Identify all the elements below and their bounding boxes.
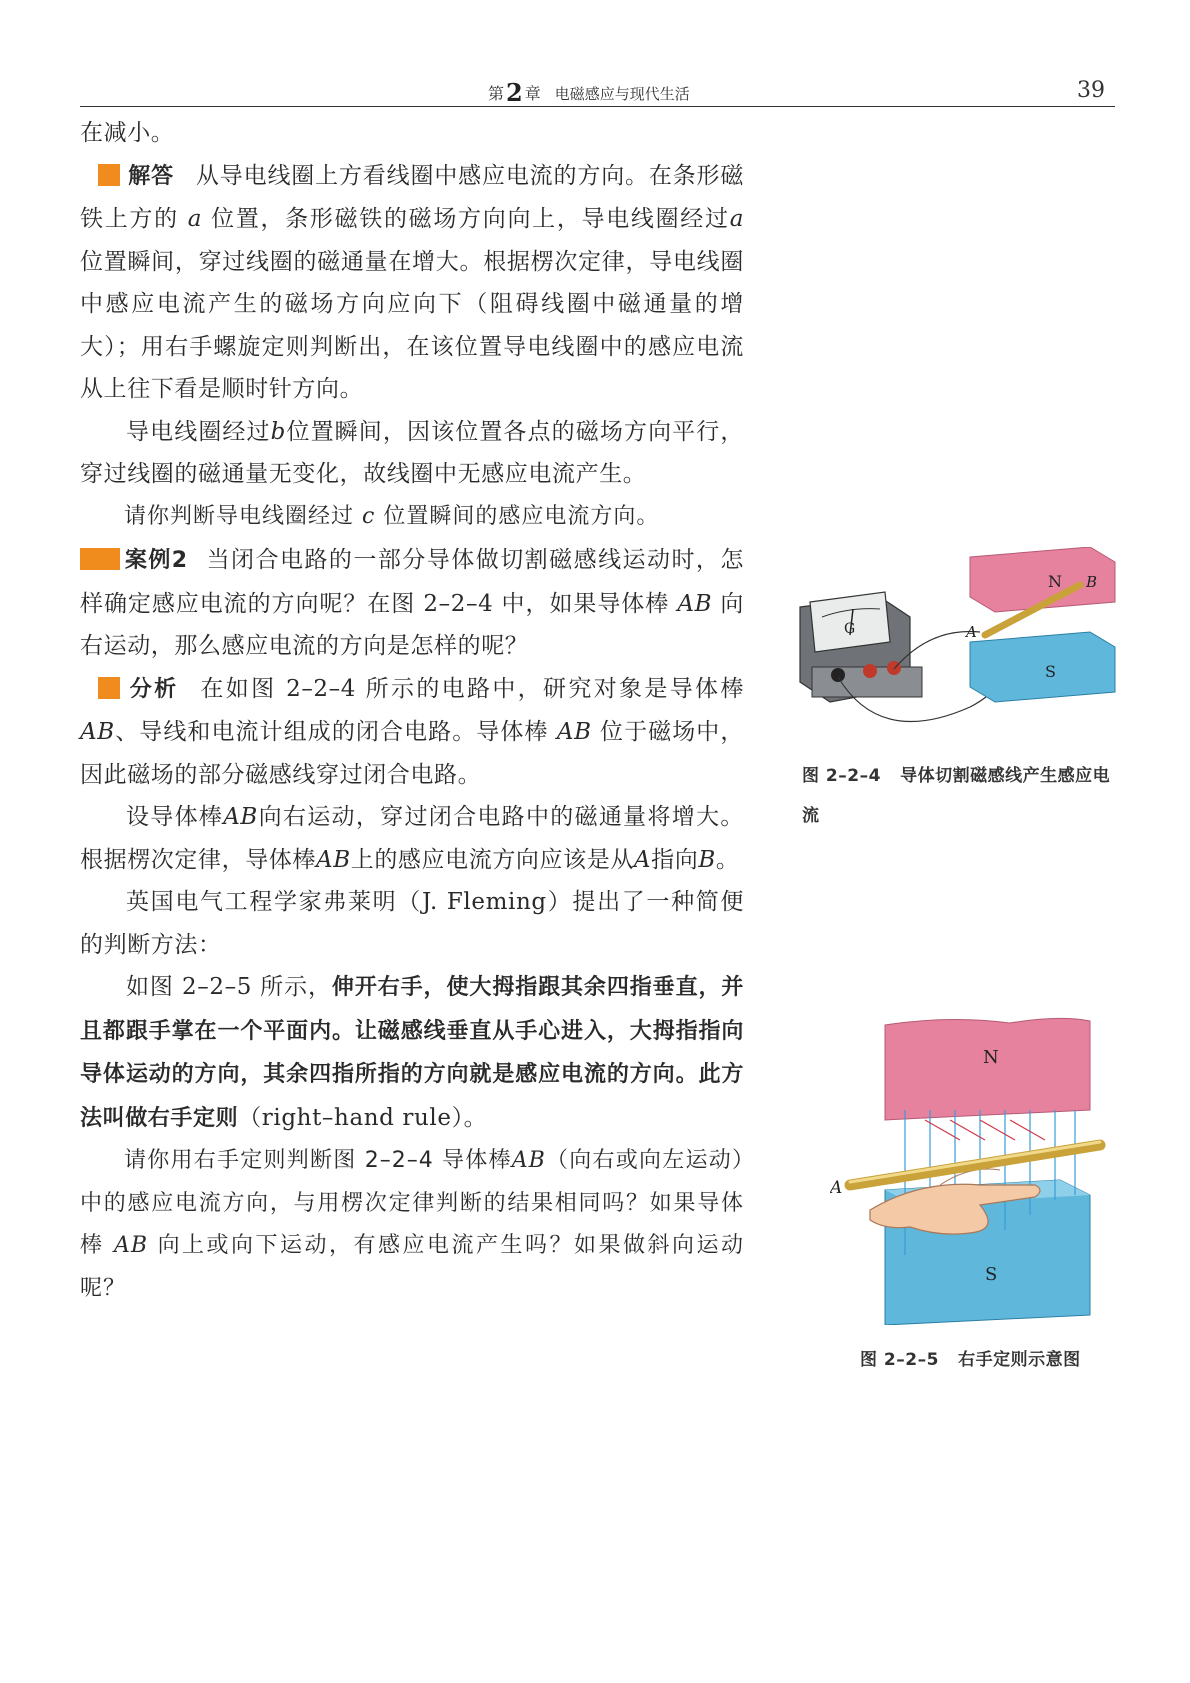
var-ab: AB (80, 719, 115, 745)
magnet-n-label: N (1048, 572, 1062, 591)
text: 向右运动，那么感应电流的方向是怎样的呢？ (80, 590, 745, 659)
var-b-upper: B (698, 846, 716, 873)
answer-text-1: 从导电线圈上方看线圈中感应电流的方向。在条形磁铁上方的 (80, 162, 744, 232)
terminal-red-1 (863, 664, 877, 678)
var-a: a (187, 206, 203, 232)
chapter-number: 2 (506, 78, 523, 107)
figure1-caption (802, 756, 1122, 836)
figure2-caption-number: 图 2–2–5 (860, 1350, 939, 1370)
answer-text-2: 位置，条形磁铁的磁场方向向上，导电线圈经过 (211, 206, 730, 232)
paragraph-continuation: 在减小。 (80, 120, 175, 146)
figure2-caption-text: 右手定则示意图 (958, 1350, 1081, 1370)
answer-text-3: 位置瞬间，穿过线圈的磁通量在增大。根据楞次定律，导电线圈中感应电流产生的磁场方向应向下（阻碍线圈中磁通量的增大）；用右手螺旋定则判断出，在该位置导电线圈中的感应电流从上往下看是顺时针方向。 (80, 248, 744, 402)
magnet-n (885, 1018, 1090, 1120)
figure2-caption (860, 1345, 1120, 1370)
paragraph-analysis (80, 668, 744, 797)
magnet-n-body (885, 1018, 1090, 1120)
magnet-s-label: S (1045, 662, 1056, 681)
var-ab: AB (223, 804, 258, 830)
text: 向右运动，穿过闭合电路中的磁通量将增大。根据楞次定律，导体棒 (80, 804, 744, 873)
paragraph-fleming: 英国电气工程学家弗莱明（J. Fleming）提出了一种简便的判断方法： (80, 889, 744, 958)
rod-end-a-label: A (830, 1178, 843, 1198)
rod-end-b-label: B (1086, 573, 1098, 591)
terminal-black (831, 668, 845, 682)
text: 请你用右手定则判断图 2–2–4 导体棒 (124, 1148, 512, 1173)
analysis-tag: 分析 (128, 676, 179, 702)
figure1-caption-text: 导体切割磁感线产生感应电流 (802, 766, 1111, 826)
text: 位置瞬间的感应电流方向。 (383, 503, 660, 529)
text: 请你判断导电线圈经过 (124, 503, 355, 529)
galvanometer-label: G (844, 621, 856, 637)
paragraph-assume (80, 796, 744, 881)
text: 导电线圈经过 (126, 418, 271, 445)
var-ab: AB (677, 590, 713, 617)
rule-bold-text: 伸开右手，使大拇指跟其余四指垂直，并且都跟手掌在一个平面内。让磁感线垂直从手心进入，大拇指指向导体运动的方向，其余四指所指的方向就是感应电流的方向。此方法叫做右手定则 (80, 975, 744, 1131)
page-header (80, 70, 1115, 107)
text: （向右或向左运动）中的感应电流方向，与用楞次定律判断的结果相同吗？如果导体棒 (80, 1148, 744, 1258)
magnet-s-label: S (985, 1264, 998, 1285)
var-ab: AB (316, 846, 351, 873)
case-marker (80, 548, 120, 570)
text: 位于磁场中，因此磁场的部分磁感线穿过闭合电路。 (80, 719, 744, 788)
var-a-upper: A (633, 846, 652, 873)
text-column-top (80, 112, 744, 538)
text: 如图 2–2–5 所示， (126, 974, 332, 1000)
chapter-title: 电磁感应与现代生活 (554, 85, 690, 103)
var-ab: AB (114, 1233, 149, 1258)
text: （right–hand rule）。 (238, 1104, 488, 1131)
var-c: c (362, 503, 376, 529)
figure1-caption-number: 图 2–2–4 (802, 766, 881, 786)
text: 上的感应电流方向应该是从 (350, 846, 634, 873)
rod-end-a-label: A (966, 623, 977, 641)
var-ab: AB (511, 1148, 546, 1173)
paragraph-answer (80, 155, 744, 411)
text: 、导线和电流计组成的闭合电路。导体棒 (114, 719, 549, 745)
figure-galvanometer-circuit (790, 547, 1130, 747)
magnet-s-body (970, 632, 1115, 702)
magnet-s (970, 632, 1115, 702)
var-ab: AB (556, 719, 592, 745)
paragraph-b-position (80, 411, 744, 496)
analysis-marker (98, 677, 120, 699)
magnet-n-label: N (983, 1047, 999, 1068)
text-column-case2 (80, 539, 744, 1310)
text: 当闭合电路的一部分导体做切割磁感线运动时，怎样确定感应电流的方向呢？在图 2–2–4 中，如果导体棒 (80, 547, 745, 617)
paragraph-right-hand-rule (80, 966, 744, 1140)
chapter-prefix: 第 (488, 84, 505, 103)
text: 。 (715, 846, 740, 873)
answer-tag: 解答 (128, 163, 174, 189)
text: 设导体棒 (126, 804, 224, 830)
chapter-suffix: 章 (524, 84, 541, 103)
paragraph-case2 (80, 539, 744, 668)
figure-right-hand-rule (830, 1015, 1120, 1325)
paragraph-c-question (80, 496, 744, 539)
text: 在如图 2–2–4 所示的电路中，研究对象是导体棒 (200, 675, 744, 702)
var-b: b (270, 418, 286, 445)
chapter-heading (488, 78, 690, 107)
page-number: 39 (1077, 78, 1105, 103)
text: 位置瞬间，因该位置各点的磁场方向平行，穿过线圈的磁通量无变化，故线圈中无感应电流产生。 (80, 418, 744, 487)
case-tag: 案例2 (124, 548, 188, 573)
paragraph-question (80, 1140, 744, 1310)
var-a: a (729, 206, 744, 232)
answer-marker (98, 164, 120, 186)
text: 指向 (651, 846, 699, 873)
text: 向上或向下运动，有感应电流产生吗？如果做斜向运动呢？ (80, 1233, 744, 1301)
